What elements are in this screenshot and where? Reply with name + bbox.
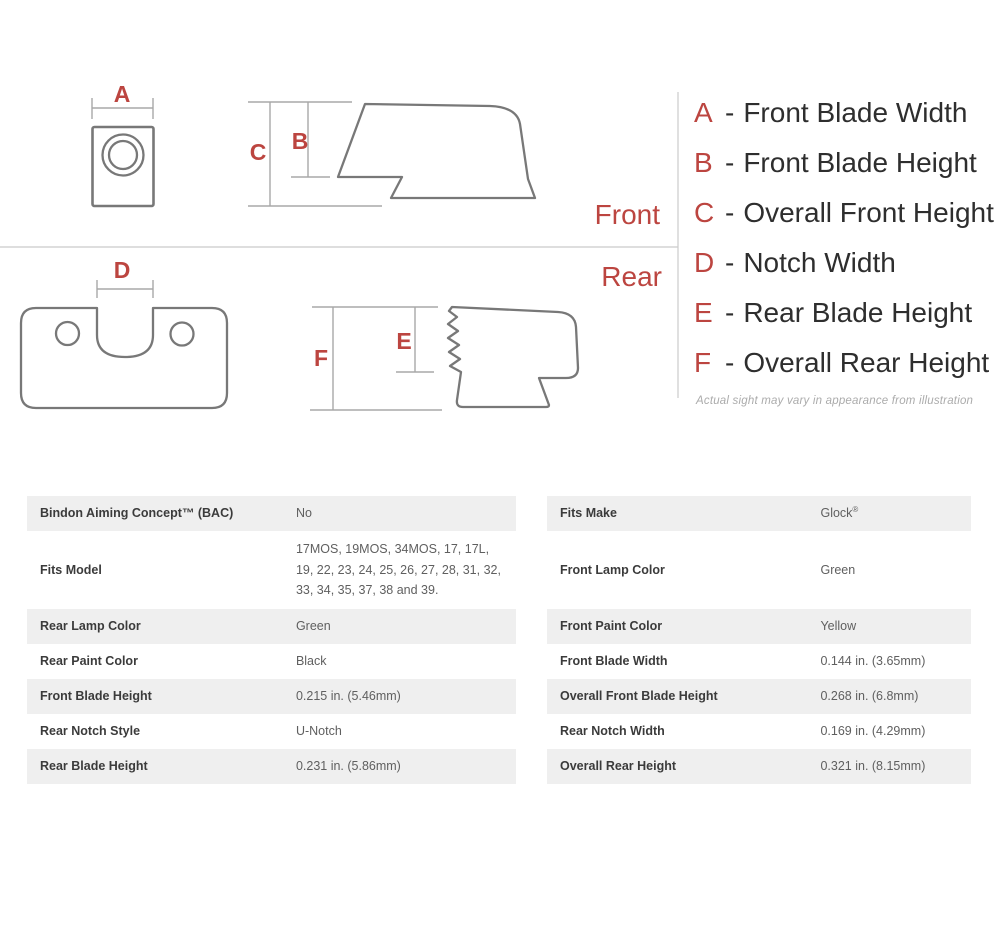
spec-value: 0.144 in. (3.65mm) [820, 654, 926, 669]
spec-value: Green [295, 619, 331, 634]
spec-row [547, 644, 971, 679]
registered-trademark-symbol: ® [852, 505, 859, 515]
spec-value: Black [295, 654, 327, 669]
spec-row [547, 531, 971, 609]
spec-value: Green [820, 562, 856, 577]
spec-tables [27, 496, 971, 784]
spec-row [27, 644, 516, 679]
legend-item [694, 88, 994, 138]
spec-label: Bindon Aiming Concept™ (BAC) [40, 506, 234, 521]
spec-value: 0.321 in. (8.15mm) [820, 759, 926, 774]
front-sight-front-view [92, 98, 154, 206]
specs-table-right [547, 496, 971, 784]
front-sight-profile-shape [338, 104, 535, 198]
spec-value: 17MOS, 19MOS, 34MOS, 17, 17L, 19, 22, 23, 24, 25, 26, 27, 28, 31, 32, 33, 34, 35, 37, 38 and 39. [295, 542, 501, 598]
spec-label: Front Lamp Color [560, 562, 665, 577]
spec-row [27, 679, 516, 714]
spec-label: Front Blade Width [560, 654, 668, 669]
rear-section-label: Rear [601, 261, 662, 292]
dim-label-f: F [313, 345, 329, 371]
sight-diagram [0, 0, 1000, 470]
spec-value: No [295, 506, 312, 521]
spec-label: Overall Front Blade Height [560, 689, 718, 704]
legend-item [694, 338, 994, 388]
spec-label: Fits Make [560, 506, 617, 521]
legend-name: Rear Blade Height [743, 297, 973, 328]
legend-letter: F [694, 347, 712, 378]
spec-row [27, 714, 516, 749]
spec-value: Yellow [820, 619, 857, 634]
legend-letter: B [694, 147, 713, 178]
spec-row [27, 749, 516, 784]
legend-letter: C [694, 197, 715, 228]
legend-name: Front Blade Height [743, 147, 977, 178]
legend-name: Overall Rear Height [743, 347, 990, 378]
spec-value: 0.268 in. (6.8mm) [820, 689, 919, 704]
legend-item [694, 288, 994, 338]
spec-value: 0.231 in. (5.86mm) [295, 759, 401, 774]
legend-separator: - [725, 197, 735, 228]
spec-value-text: Glock [820, 506, 853, 521]
spec-row [547, 609, 971, 644]
spec-row [27, 609, 516, 644]
spec-label: Fits Model [40, 562, 102, 577]
front-lamp-inner-ring [109, 141, 137, 169]
spec-label: Rear Notch Width [560, 724, 665, 739]
spec-label: Rear Notch Style [40, 724, 141, 739]
front-sight-profile [248, 102, 535, 206]
dim-label-e: E [396, 328, 412, 354]
spec-value: 0.169 in. (4.29mm) [820, 724, 926, 739]
rear-lamp-left [56, 322, 79, 345]
rear-sight-profile [310, 307, 578, 410]
spec-row [547, 496, 971, 531]
legend-letter: E [694, 297, 713, 328]
dim-label-d: D [113, 257, 131, 283]
legend-item [694, 238, 994, 288]
legend-separator: - [725, 97, 735, 128]
spec-label: Front Blade Height [40, 689, 152, 704]
rear-lamp-right [171, 323, 194, 346]
spec-row [547, 714, 971, 749]
spec-label: Front Paint Color [560, 619, 663, 634]
specs-table-left [27, 496, 516, 784]
spec-row [27, 531, 516, 609]
legend-separator: - [725, 147, 735, 178]
spec-row [547, 749, 971, 784]
dim-label-c: C [249, 139, 267, 165]
front-section-label: Front [594, 199, 660, 230]
rear-sight-front-view [21, 280, 227, 408]
spec-label: Rear Lamp Color [40, 619, 141, 634]
legend-separator: - [725, 297, 735, 328]
legend-name: Front Blade Width [743, 97, 968, 128]
disclaimer-text: Actual sight may vary in appearance from illustration [696, 395, 974, 407]
spec-value: 0.215 in. (5.46mm) [295, 689, 401, 704]
spec-label: Overall Rear Height [560, 759, 677, 774]
spec-label: Rear Paint Color [40, 654, 138, 669]
legend-name: Overall Front Height [743, 197, 994, 228]
spec-row [547, 679, 971, 714]
spec-value [820, 499, 971, 528]
legend-item [694, 188, 994, 238]
legend-name: Notch Width [743, 247, 896, 278]
legend-separator: - [725, 247, 735, 278]
rear-sight-body [21, 308, 227, 408]
dim-label-b: B [291, 128, 309, 154]
legend-letter: A [694, 97, 713, 128]
dim-label-a: A [113, 81, 131, 107]
dimension-legend [694, 88, 994, 388]
spec-row [27, 496, 516, 531]
rear-sight-profile-shape [448, 307, 578, 407]
spec-value: U-Notch [295, 724, 342, 739]
legend-item [694, 138, 994, 188]
front-sight-body [93, 127, 154, 206]
spec-label: Rear Blade Height [40, 759, 148, 774]
legend-letter: D [694, 247, 715, 278]
legend-separator: - [725, 347, 735, 378]
